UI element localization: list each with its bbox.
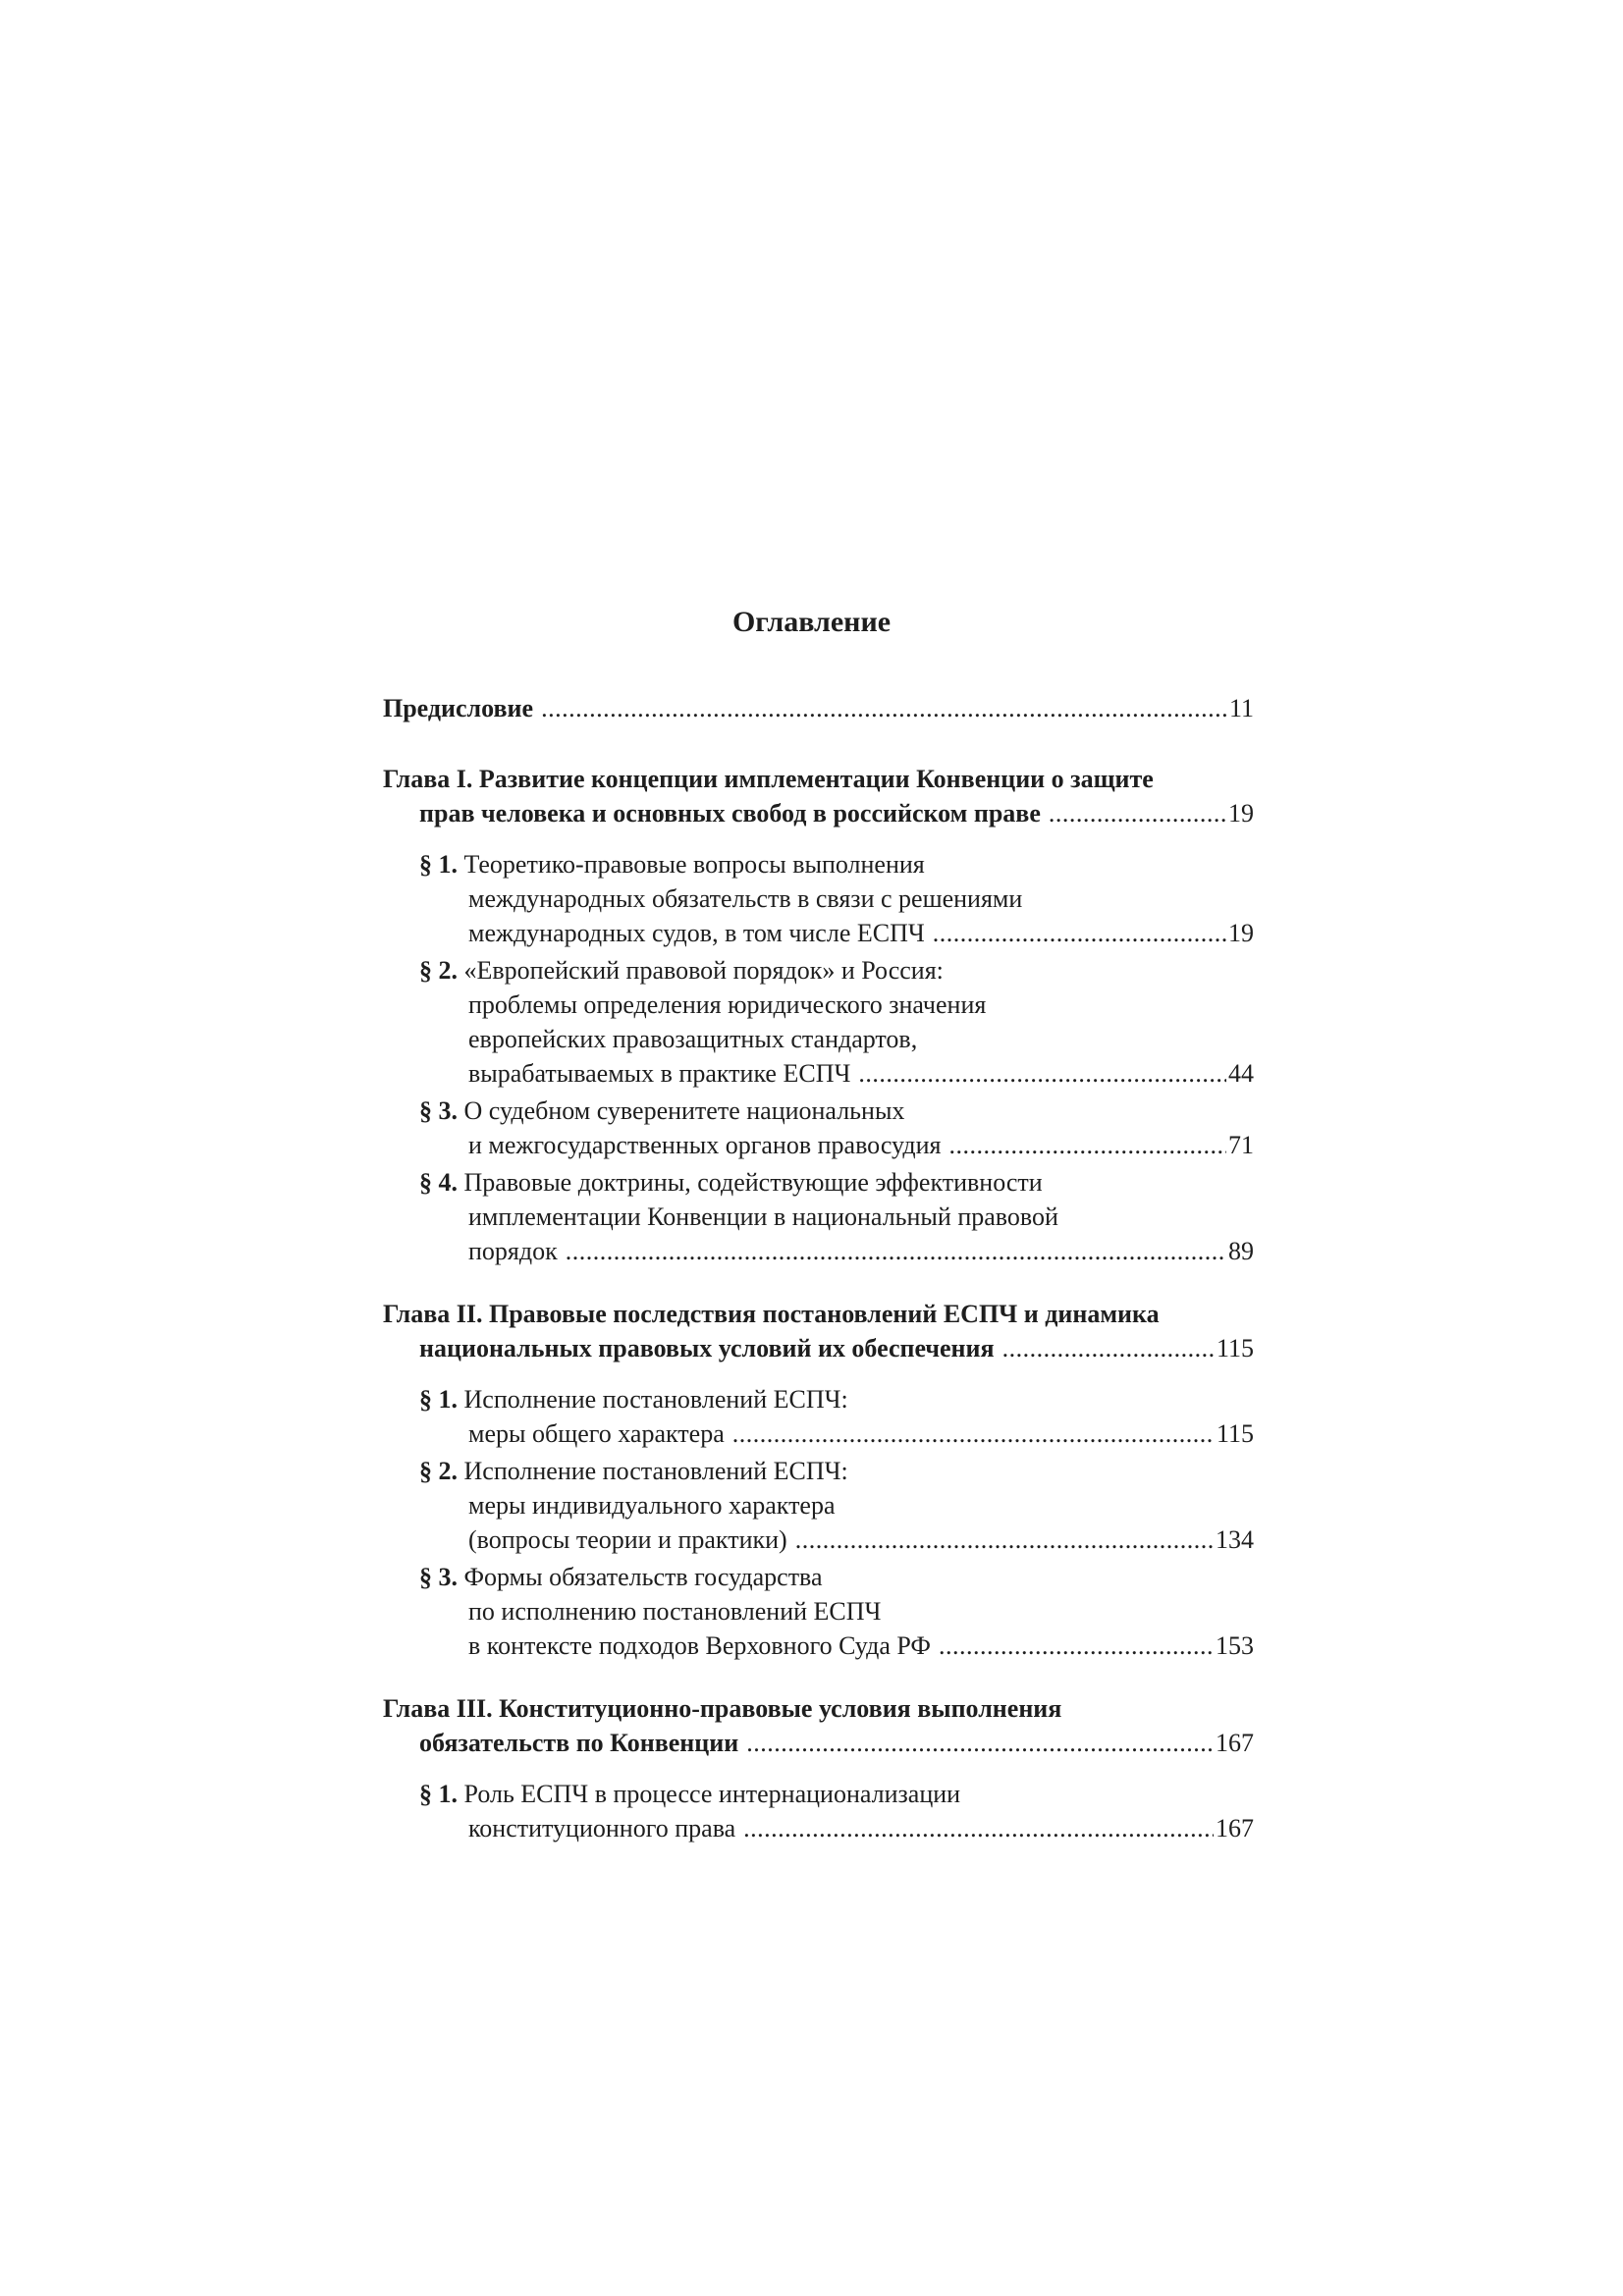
chapter-3-section-1-line-1: § 1. Роль ЕСПЧ в процессе интернационализации [419, 1776, 1254, 1812]
toc-entry-preface [383, 690, 1254, 726]
chapter-1-heading-line-2: прав человека и основных свобод в российском праве ..... 19 [419, 795, 1254, 831]
section-mark: § 3. [419, 1563, 458, 1591]
preface-title: Предисловие [383, 694, 534, 722]
chapter-3-section-1-line-2: конституционного права ..... 167 [468, 1810, 1254, 1846]
chapter-1-section-4-line-2: имплементации Конвенции в национальный правовой [468, 1202, 1058, 1231]
chapter-1-section-3-line-2: и межгосударственных органов правосудия ..... 71 [468, 1127, 1254, 1163]
chapter-1-section-3-line-1: § 3. О судебном суверенитете национальных [419, 1093, 1254, 1129]
chapter-2-section-2-page: 134 [1216, 1525, 1254, 1554]
chapter-2-section-1-line-2: меры общего характера ..... 115 [468, 1415, 1254, 1452]
chapter-2-section-2-line-2: меры индивидуального характера [468, 1491, 836, 1520]
dot-leader [566, 1233, 1226, 1269]
chapter-2-section-3-line-3: в контексте подходов Верховного Суда РФ ..... 153 [468, 1628, 1254, 1664]
chapter-2-section-1-line-1: § 1. Исполнение постановлений ЕСПЧ: [419, 1381, 1254, 1417]
dot-leader [541, 690, 1227, 726]
chapter-2-heading-line-2: национальных правовых условий их обеспечения ..... 115 [419, 1330, 1254, 1366]
chapter-3-heading-line-2: обязательств по Конвенции ..... 167 [419, 1725, 1254, 1761]
chapter-1-section-2-line-4: вырабатываемых в практике ЕСПЧ ..... 44 [468, 1055, 1254, 1092]
chapter-1-section-1-line-1: § 1. Теоретико-правовые вопросы выполнения [419, 846, 1254, 882]
dot-leader [939, 1628, 1214, 1664]
chapter-2-page: 115 [1216, 1334, 1254, 1362]
chapter-2-section-3-line-2: по исполнению постановлений ЕСПЧ [468, 1597, 882, 1626]
chapter-1-page: 19 [1228, 799, 1254, 828]
chapter-1-section-2-line-1: § 2. «Европейский правовой порядок» и Россия: [419, 952, 1254, 988]
section-mark: § 1. [419, 1780, 458, 1808]
chapter-1-section-2-line-3: европейских правозащитных стандартов, [468, 1025, 918, 1053]
chapter-1-heading-line-1: Глава I. Развитие концепции имплементации Конвенции о защите [383, 765, 1154, 793]
chapter-1-section-1-line-3: международных судов, в том числе ЕСПЧ ..... 19 [468, 915, 1254, 951]
dot-leader [795, 1522, 1214, 1558]
chapter-1-section-2-page: 44 [1228, 1059, 1254, 1088]
chapter-2-heading-line-1: Глава II. Правовые последствия постановлений ЕСПЧ и динамика [383, 1300, 1160, 1328]
dot-leader [732, 1415, 1215, 1452]
chapter-2-section-3-line-1: § 3. Формы обязательств государства [419, 1559, 1254, 1595]
chapter-1-section-1-page: 19 [1228, 919, 1254, 947]
chapter-2-section-3-page: 153 [1216, 1631, 1254, 1660]
chapter-1-section-2-line-2: проблемы определения юридического значения [468, 990, 987, 1019]
dot-leader [743, 1810, 1214, 1846]
chapter-1-section-4-page: 89 [1228, 1237, 1254, 1265]
section-mark: § 2. [419, 1457, 458, 1485]
section-mark: § 1. [419, 850, 458, 879]
chapter-3-heading-line-1: Глава III. Конституционно-правовые условия выполнения [383, 1694, 1062, 1723]
chapter-1-section-4-line-3: порядок ..... 89 [468, 1233, 1254, 1269]
chapter-1-section-1-line-2: международных обязательств в связи с решениями [468, 884, 1023, 913]
chapter-2-section-2-line-1: § 2. Исполнение постановлений ЕСПЧ: [419, 1453, 1254, 1489]
preface-page: 11 [1228, 694, 1254, 722]
dot-leader [1049, 795, 1226, 831]
chapter-2-section-1-page: 115 [1216, 1419, 1254, 1448]
chapter-1-section-4-line-1: § 4. Правовые доктрины, содействующие эффективности [419, 1164, 1254, 1201]
chapter-1-section-3-page: 71 [1228, 1131, 1254, 1159]
section-mark: § 4. [419, 1168, 458, 1197]
dot-leader [933, 915, 1226, 951]
dot-leader [858, 1055, 1226, 1092]
section-mark: § 1. [419, 1385, 458, 1414]
section-mark: § 2. [419, 956, 458, 985]
dot-leader [746, 1725, 1214, 1761]
chapter-3-section-1-page: 167 [1216, 1814, 1254, 1842]
chapter-2-section-2-line-3: (вопросы теории и практики) ..... 134 [468, 1522, 1254, 1558]
dot-leader [1002, 1330, 1215, 1366]
section-mark: § 3. [419, 1096, 458, 1125]
dot-leader [948, 1127, 1226, 1163]
chapter-3-page: 167 [1216, 1729, 1254, 1757]
toc-title: Оглавление [731, 606, 892, 638]
